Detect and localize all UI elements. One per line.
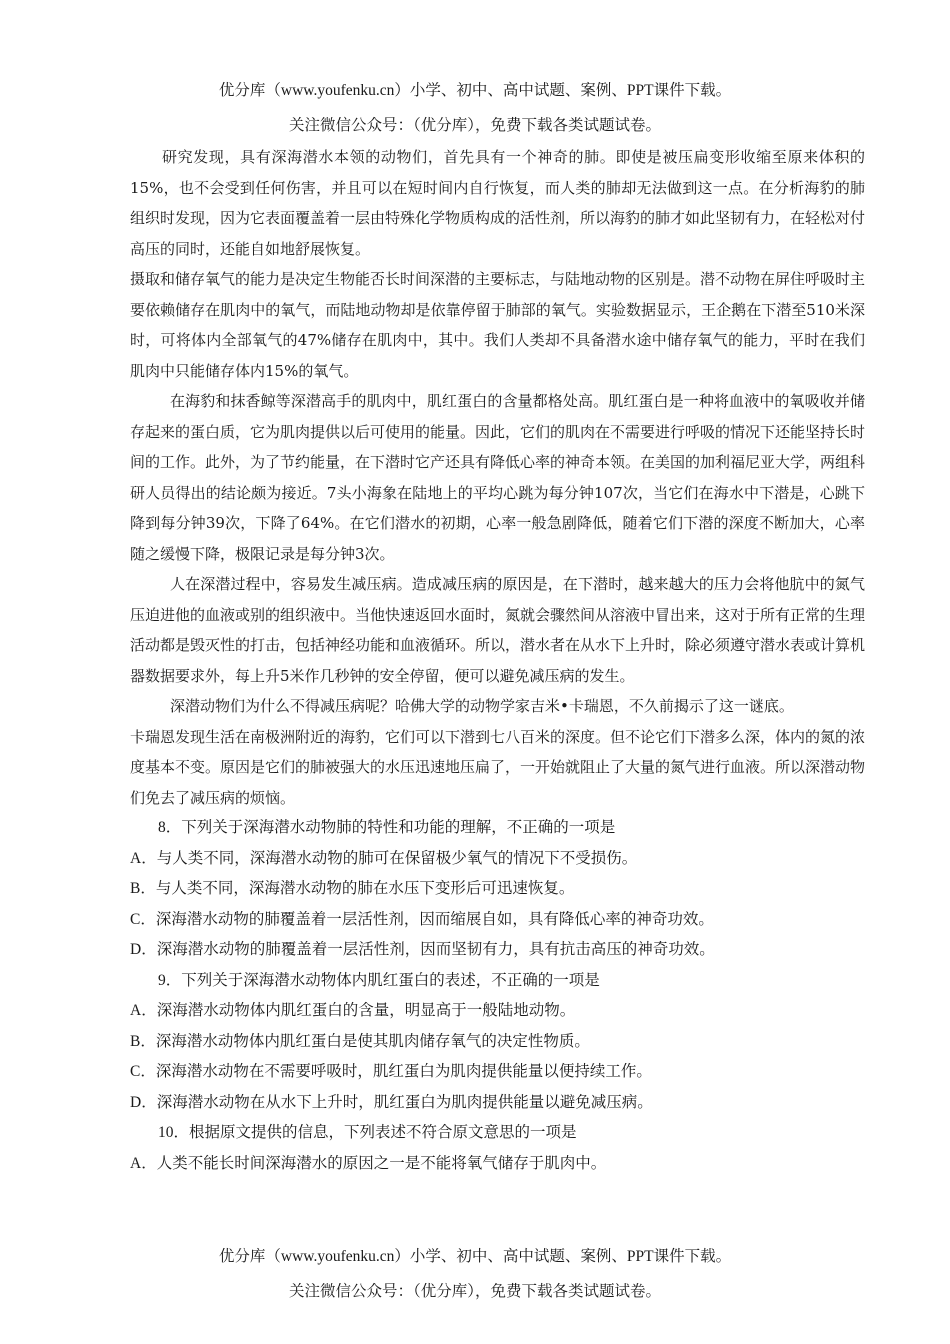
passage-paragraph-6: 卡瑞恩发现生活在南极洲附近的海豹，它们可以下潜到七八百米的深度。但不论它们下潜多么深，体内的氮的浓度基本不变。原因是它们的肺被强大的水压迅速地压扁了，一开始就阻止了大量的氮气进行血液。所以深潜动物们免去了减压病的烦恼。 xyxy=(130,727,866,807)
header-wechat-line: 关注微信公众号：（优分库），免费下载各类试题试卷。 xyxy=(288,117,661,134)
footer-wechat-line: 关注微信公众号：（优分库），免费下载各类试题试卷。 xyxy=(288,1283,661,1300)
passage-body xyxy=(130,142,865,1179)
question-9-option-c: C．深海潜水动物在不需要呼吸时，肌红蛋白为肌肉提供能量以便持续工作。 xyxy=(130,1063,652,1080)
question-8-option-b: B．与人类不同，深海潜水动物的肺在水压下变形后可迅速恢复。 xyxy=(130,880,575,897)
passage-paragraph-4: 人在深潜过程中，容易发生减压病。造成减压病的原因是，在下潜时，越来越大的压力会将他肮中的氮气压迫进他的血液或别的组织液中。当他快速返回水面时，氮就会骤然间从溶液中冒出来，这对于所有正常的生理活动都是毁灭性的打击，包括神经功能和血液循环。所以，潜水者在从水下上升时，除必须遵守潜水表或计算机器数据要求外，每上升5米作几秒钟的安全停留，便可以避免减压病的发生。 xyxy=(130,575,866,685)
question-8-option-c: C．深海潜水动物的肺覆盖着一层活性剂，因而缩展自如，具有降低心率的神奇功效。 xyxy=(130,910,714,928)
question-8-stem: 8．下列关于深海潜水动物肺的特性和功能的理解，不正确的一项是 xyxy=(158,819,616,836)
passage-paragraph-1: 研究发现，具有深海潜水本领的动物们，首先具有一个神奇的肺。即使是被压扁变形收缩至原来体积的15%，也不会受到任何伤害，并且可以在短时间内自行恢复，而人类的肺却无法做到这一点。在分析海豹的肺组织时发现，因为它表面覆盖着一层由特殊化学物质构成的活性剂，所以海豹的肺才如此坚韧有力，在轻松对付高压的同时，还能自如地舒展恢复。 xyxy=(130,148,866,258)
passage-paragraph-3: 在海豹和抹香鲸等深潜高手的肌肉中，肌红蛋白的含量都格处高。肌红蛋白是一种将血液中的氧吸收并储存起来的蛋白质，它为肌肉提供以后可使用的能量。因此，它们的肌肉在不需要进行呼吸的情况下还能坚持长时间的工作。此外，为了节约能量，在下潜时它产还具有降低心率的神奇本领。在美国的加利福尼亚大学，两组科研人员得出的结论颇为接近。7头小海象在陆地上的平均心跳为每分钟107次，当它们在海水中下潜是，心跳下降到每分钟39次，下降了64%。在它们潜水的初期，心率一般急剧降低，随着它们下潜的深度不断加大，心率随之缓慢下降，极限记录是每分钟3次。 xyxy=(130,392,866,563)
footer-site-line: 优分库（www.youfenku.cn）小学、初中、高中试题、案例、PPT课件下载。 xyxy=(218,1248,732,1265)
question-8-option-a: A．与人类不同，深海潜水动物的肺可在保留极少氧气的情况下不受损伤。 xyxy=(130,849,638,867)
question-9-option-d: D．深海潜水动物在从水下上升时，肌红蛋白为肌肉提供能量以避免减压病。 xyxy=(130,1093,653,1111)
question-10-stem: 10．根据原文提供的信息，下列表述不符合原文意思的一项是 xyxy=(158,1124,577,1141)
question-8-option-d: D．深海潜水动物的肺覆盖着一层活性剂，因而坚韧有力，具有抗击高压的神奇功效。 xyxy=(130,941,715,958)
passage-paragraph-2: 摄取和储存氧气的能力是决定生物能否长时间深潜的主要标志，与陆地动物的区别是。潜不动物在屏住呼吸时主要依赖储存在肌肉中的氧气，而陆地动物却是依靠停留于肺部的氧气。实验数据显示，王企鹅在下潜至510米深时，可将体内全部氧气的47%储存在肌肉中，其中。我们人类却不具备潜水途中储存氧气的能力，平时在我们肌肉中只能储存体内15%的氧气。 xyxy=(130,270,866,380)
question-9-option-a: A．深海潜水动物体内肌红蛋白的含量，明显高于一般陆地动物。 xyxy=(130,1002,576,1019)
passage-paragraph-5: 深潜动物们为什么不得减压病呢？哈佛大学的动物学家吉米•卡瑞恩，不久前揭示了这一谜底。 xyxy=(170,697,794,715)
question-10-option-a: A．人类不能长时间深海潜水的原因之一是不能将氧气储存于肌肉中。 xyxy=(130,1154,607,1172)
question-9-stem: 9．下列关于深海潜水动物体内肌红蛋白的表述，不正确的一项是 xyxy=(158,971,600,989)
question-9-option-b: B．深海潜水动物体内肌红蛋白是使其肌肉储存氧气的决定性物质。 xyxy=(130,1032,590,1050)
header-site-line: 优分库（www.youfenku.cn）小学、初中、高中试题、案例、PPT课件下载。 xyxy=(218,82,732,99)
